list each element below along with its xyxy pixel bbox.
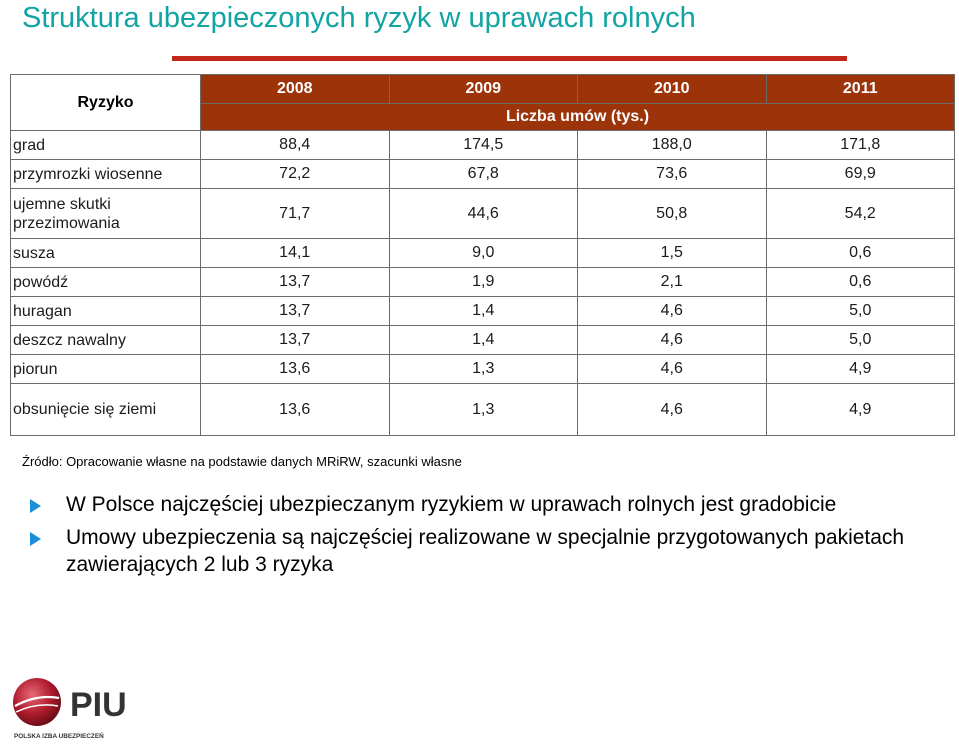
- table-body: [11, 131, 955, 436]
- table-cell: 4,6: [578, 355, 767, 384]
- table-cell: 73,6: [578, 160, 767, 189]
- table-cell: 13,6: [201, 355, 390, 384]
- row-label: obsunięcie się ziemi: [11, 384, 201, 436]
- table-cell: 13,7: [201, 326, 390, 355]
- table-cell: 1,3: [389, 355, 578, 384]
- row-label: ujemne skutki przezimowania: [11, 189, 201, 239]
- row-label: deszcz nawalny: [11, 326, 201, 355]
- table-cell: 54,2: [766, 189, 955, 239]
- row-label: przymrozki wiosenne: [11, 160, 201, 189]
- table-row: [11, 160, 955, 189]
- bullet-item: [30, 491, 959, 518]
- table-cell: 1,4: [389, 297, 578, 326]
- table-row: [11, 326, 955, 355]
- table-cell: 4,6: [578, 297, 767, 326]
- table-row: [11, 131, 955, 160]
- table-cell: 4,9: [766, 384, 955, 436]
- table-cell: 1,4: [389, 326, 578, 355]
- table-row: [11, 297, 955, 326]
- table-row: [11, 239, 955, 268]
- table-cell: 5,0: [766, 326, 955, 355]
- table-row: [11, 384, 955, 436]
- logo-subtitle: POLSKA IZBA UBEZPIECZEŃ: [14, 733, 104, 740]
- table-cell: 0,6: [766, 239, 955, 268]
- logo-name: PIU: [70, 686, 127, 724]
- table-cell: 71,7: [201, 189, 390, 239]
- table-cell: 2,1: [578, 268, 767, 297]
- row-label: huragan: [11, 297, 201, 326]
- logo-sphere-icon: [13, 678, 61, 726]
- year-header: 2008: [201, 75, 390, 104]
- table-row: [11, 355, 955, 384]
- risk-header: Ryzyko: [11, 75, 201, 131]
- row-label: grad: [11, 131, 201, 160]
- row-label: powódź: [11, 268, 201, 297]
- table-cell: 44,6: [389, 189, 578, 239]
- table-cell: 1,5: [578, 239, 767, 268]
- row-label: susza: [11, 239, 201, 268]
- table-cell: 188,0: [578, 131, 767, 160]
- bullet-text: Umowy ubezpieczenia są najczęściej realizowane w specjalnie przygotowanych pakietach zawierających 2 lub 3 ryzyka: [66, 526, 905, 576]
- table-cell: 0,6: [766, 268, 955, 297]
- table-cell: 4,6: [578, 384, 767, 436]
- table-cell: 13,7: [201, 268, 390, 297]
- year-header: 2009: [389, 75, 578, 104]
- bullet-item: [30, 524, 959, 578]
- table-cell: 4,6: [578, 326, 767, 355]
- table-cell: 5,0: [766, 297, 955, 326]
- risk-table: [10, 74, 955, 436]
- table-cell: 4,9: [766, 355, 955, 384]
- row-label: piorun: [11, 355, 201, 384]
- title-underline: [172, 56, 847, 61]
- table-cell: 1,9: [389, 268, 578, 297]
- table-header-row: [11, 75, 955, 104]
- table-cell: 50,8: [578, 189, 767, 239]
- table-cell: 72,2: [201, 160, 390, 189]
- arrow-bullet-icon: [30, 499, 41, 513]
- source-note: Źródło: Opracowanie własne na podstawie danych MRiRW, szacunki własne: [22, 454, 462, 469]
- year-header: 2011: [766, 75, 955, 104]
- table-cell: 9,0: [389, 239, 578, 268]
- arrow-bullet-icon: [30, 532, 41, 546]
- table-row: [11, 189, 955, 239]
- unit-header: Liczba umów (tys.): [201, 104, 955, 131]
- table-cell: 171,8: [766, 131, 955, 160]
- table-cell: 67,8: [389, 160, 578, 189]
- page-title: Struktura ubezpieczonych ryzyk w uprawach rolnych: [22, 2, 696, 34]
- bullet-list: [30, 491, 959, 584]
- table-row: [11, 268, 955, 297]
- year-header: 2010: [578, 75, 767, 104]
- table-cell: 88,4: [201, 131, 390, 160]
- table-cell: 174,5: [389, 131, 578, 160]
- table-cell: 14,1: [201, 239, 390, 268]
- table-cell: 1,3: [389, 384, 578, 436]
- table-cell: 13,7: [201, 297, 390, 326]
- table-cell: 13,6: [201, 384, 390, 436]
- bullet-text: W Polsce najczęściej ubezpieczanym ryzykiem w uprawach rolnych jest gradobicie: [66, 493, 837, 516]
- table-cell: 69,9: [766, 160, 955, 189]
- piu-logo: [12, 676, 162, 742]
